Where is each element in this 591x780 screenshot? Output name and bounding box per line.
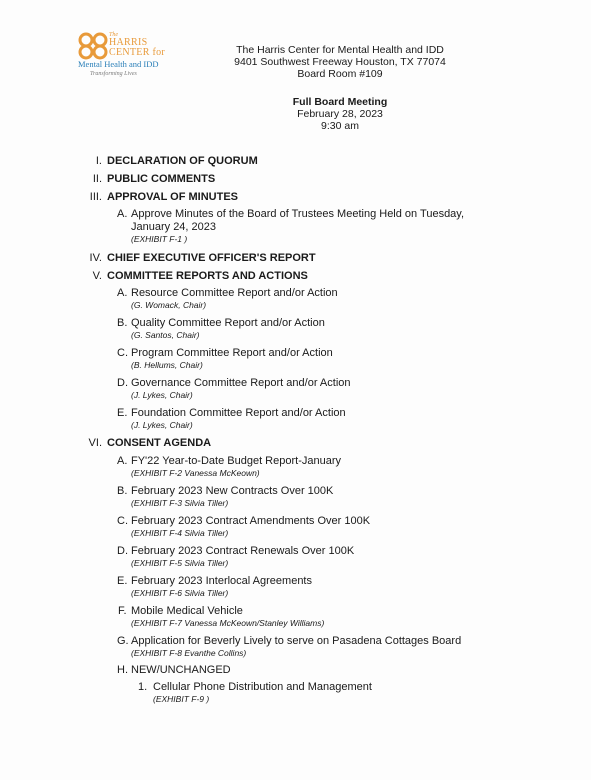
agenda-heading-quorum: DECLARATION OF QUORUM — [107, 155, 258, 167]
agenda-item-exhibit: (EXHIBIT F-3 Silvia Tiller) — [131, 498, 229, 508]
agenda-item-text: February 2023 New Contracts Over 100K — [131, 485, 334, 497]
logo-tagline: Transforming Lives — [90, 71, 137, 77]
item-letter: G. — [117, 635, 129, 647]
agenda-item-chair: (G. Santos, Chair) — [131, 330, 200, 340]
agenda-item-text: February 2023 Contract Renewals Over 100K — [131, 545, 355, 557]
meeting-title: Full Board Meeting — [292, 96, 388, 108]
agenda-item-chair: (G. Womack, Chair) — [131, 300, 207, 310]
agenda-item-exhibit: (EXHIBIT F-9 ) — [153, 694, 210, 704]
agenda-heading-public-comments: PUBLIC COMMENTS — [107, 173, 216, 185]
agenda-item-exhibit: (EXHIBIT F-7 Vanessa McKeown/Stanley Williams) — [131, 618, 325, 628]
item-letter: B. — [117, 485, 128, 497]
roman-numeral: VI. — [88, 437, 102, 449]
item-letter: H. — [117, 664, 128, 676]
agenda-item-text: Mobile Medical Vehicle — [131, 605, 243, 617]
item-letter: D. — [117, 545, 128, 557]
logo-line3: Mental Health and IDD — [78, 59, 159, 69]
agenda-item-text: Application for Beverly Lively to serve on Pasadena Cottages Board — [131, 635, 462, 647]
agenda-item-exhibit: (EXHIBIT F-2 Vanessa McKeown) — [131, 468, 260, 478]
agenda-item-text: February 2023 Contract Amendments Over 100K — [131, 515, 371, 527]
org-address: 9401 Southwest Freeway Houston, TX 77074 — [234, 56, 446, 68]
sub-item-number: 1. — [138, 681, 148, 693]
agenda-item-text: Governance Committee Report and/or Action — [131, 377, 351, 389]
item-letter: E. — [117, 407, 128, 419]
meeting-date: February 28, 2023 — [297, 108, 383, 120]
agenda-item-text: Quality Committee Report and/or Action — [131, 317, 325, 329]
logo-line2: CENTER for — [109, 47, 166, 58]
roman-numeral: I. — [95, 155, 102, 167]
item-letter: A. — [117, 287, 128, 299]
agenda-item-text: FY'22 Year-to-Date Budget Report-January — [131, 455, 341, 467]
agenda-item-chair: (J. Lykes, Chair) — [131, 420, 193, 430]
item-letter: D. — [117, 377, 128, 389]
item-letter: C. — [117, 347, 128, 359]
item-letter: A. — [117, 208, 128, 220]
agenda-item-exhibit: (EXHIBIT F-4 Silvia Tiller) — [131, 528, 229, 538]
agenda-item-exhibit: (EXHIBIT F-8 Evanthe Collins) — [131, 648, 247, 658]
agenda-item-chair: (J. Lykes, Chair) — [131, 390, 193, 400]
logo-mark-icon — [78, 32, 112, 60]
agenda-heading-consent: CONSENT AGENDA — [107, 437, 212, 449]
agenda-item-exhibit: (EXHIBIT F-5 Silvia Tiller) — [131, 558, 229, 568]
agenda-item-text: Program Committee Report and/or Action — [131, 347, 333, 359]
agenda-heading-minutes: APPROVAL OF MINUTES — [107, 191, 238, 203]
board-room: Board Room #109 — [297, 68, 383, 80]
roman-numeral: IV. — [89, 252, 102, 264]
agenda-item-text: February 2023 Interlocal Agreements — [131, 575, 312, 587]
agenda-item-exhibit: (EXHIBIT F-6 Silvia Tiller) — [131, 588, 229, 598]
roman-numeral: II. — [92, 173, 102, 185]
agenda-item-text: NEW/UNCHANGED — [131, 664, 231, 676]
org-name: The Harris Center for Mental Health and IDD — [236, 44, 444, 56]
agenda-item-text: January 24, 2023 — [131, 221, 217, 233]
roman-numeral: III. — [89, 191, 102, 203]
logo-line1: HARRIS — [109, 37, 148, 48]
agenda-item-text: Resource Committee Report and/or Action — [131, 287, 338, 299]
agenda-subitem-text: Cellular Phone Distribution and Management — [153, 681, 372, 693]
meeting-time: 9:30 am — [321, 120, 359, 132]
logo-the: The — [109, 32, 118, 38]
item-letter: C. — [117, 515, 128, 527]
agenda-item-chair: (B. Hellums, Chair) — [131, 360, 203, 370]
agenda-item-text: Foundation Committee Report and/or Action — [131, 407, 346, 419]
item-letter: E. — [117, 575, 128, 587]
harris-center-logo — [72, 30, 182, 82]
roman-numeral: V. — [92, 270, 102, 282]
agenda-item-exhibit: (EXHIBIT F-1 ) — [131, 234, 188, 244]
agenda-heading-ceo-report: CHIEF EXECUTIVE OFFICER'S REPORT — [107, 252, 316, 264]
item-letter: B. — [117, 317, 128, 329]
item-letter: A. — [117, 455, 128, 467]
agenda-heading-committee-reports: COMMITTEE REPORTS AND ACTIONS — [107, 270, 308, 282]
agenda-item-text: Approve Minutes of the Board of Trustees Meeting Held on Tuesday, — [131, 208, 465, 220]
item-letter: F. — [118, 605, 127, 617]
